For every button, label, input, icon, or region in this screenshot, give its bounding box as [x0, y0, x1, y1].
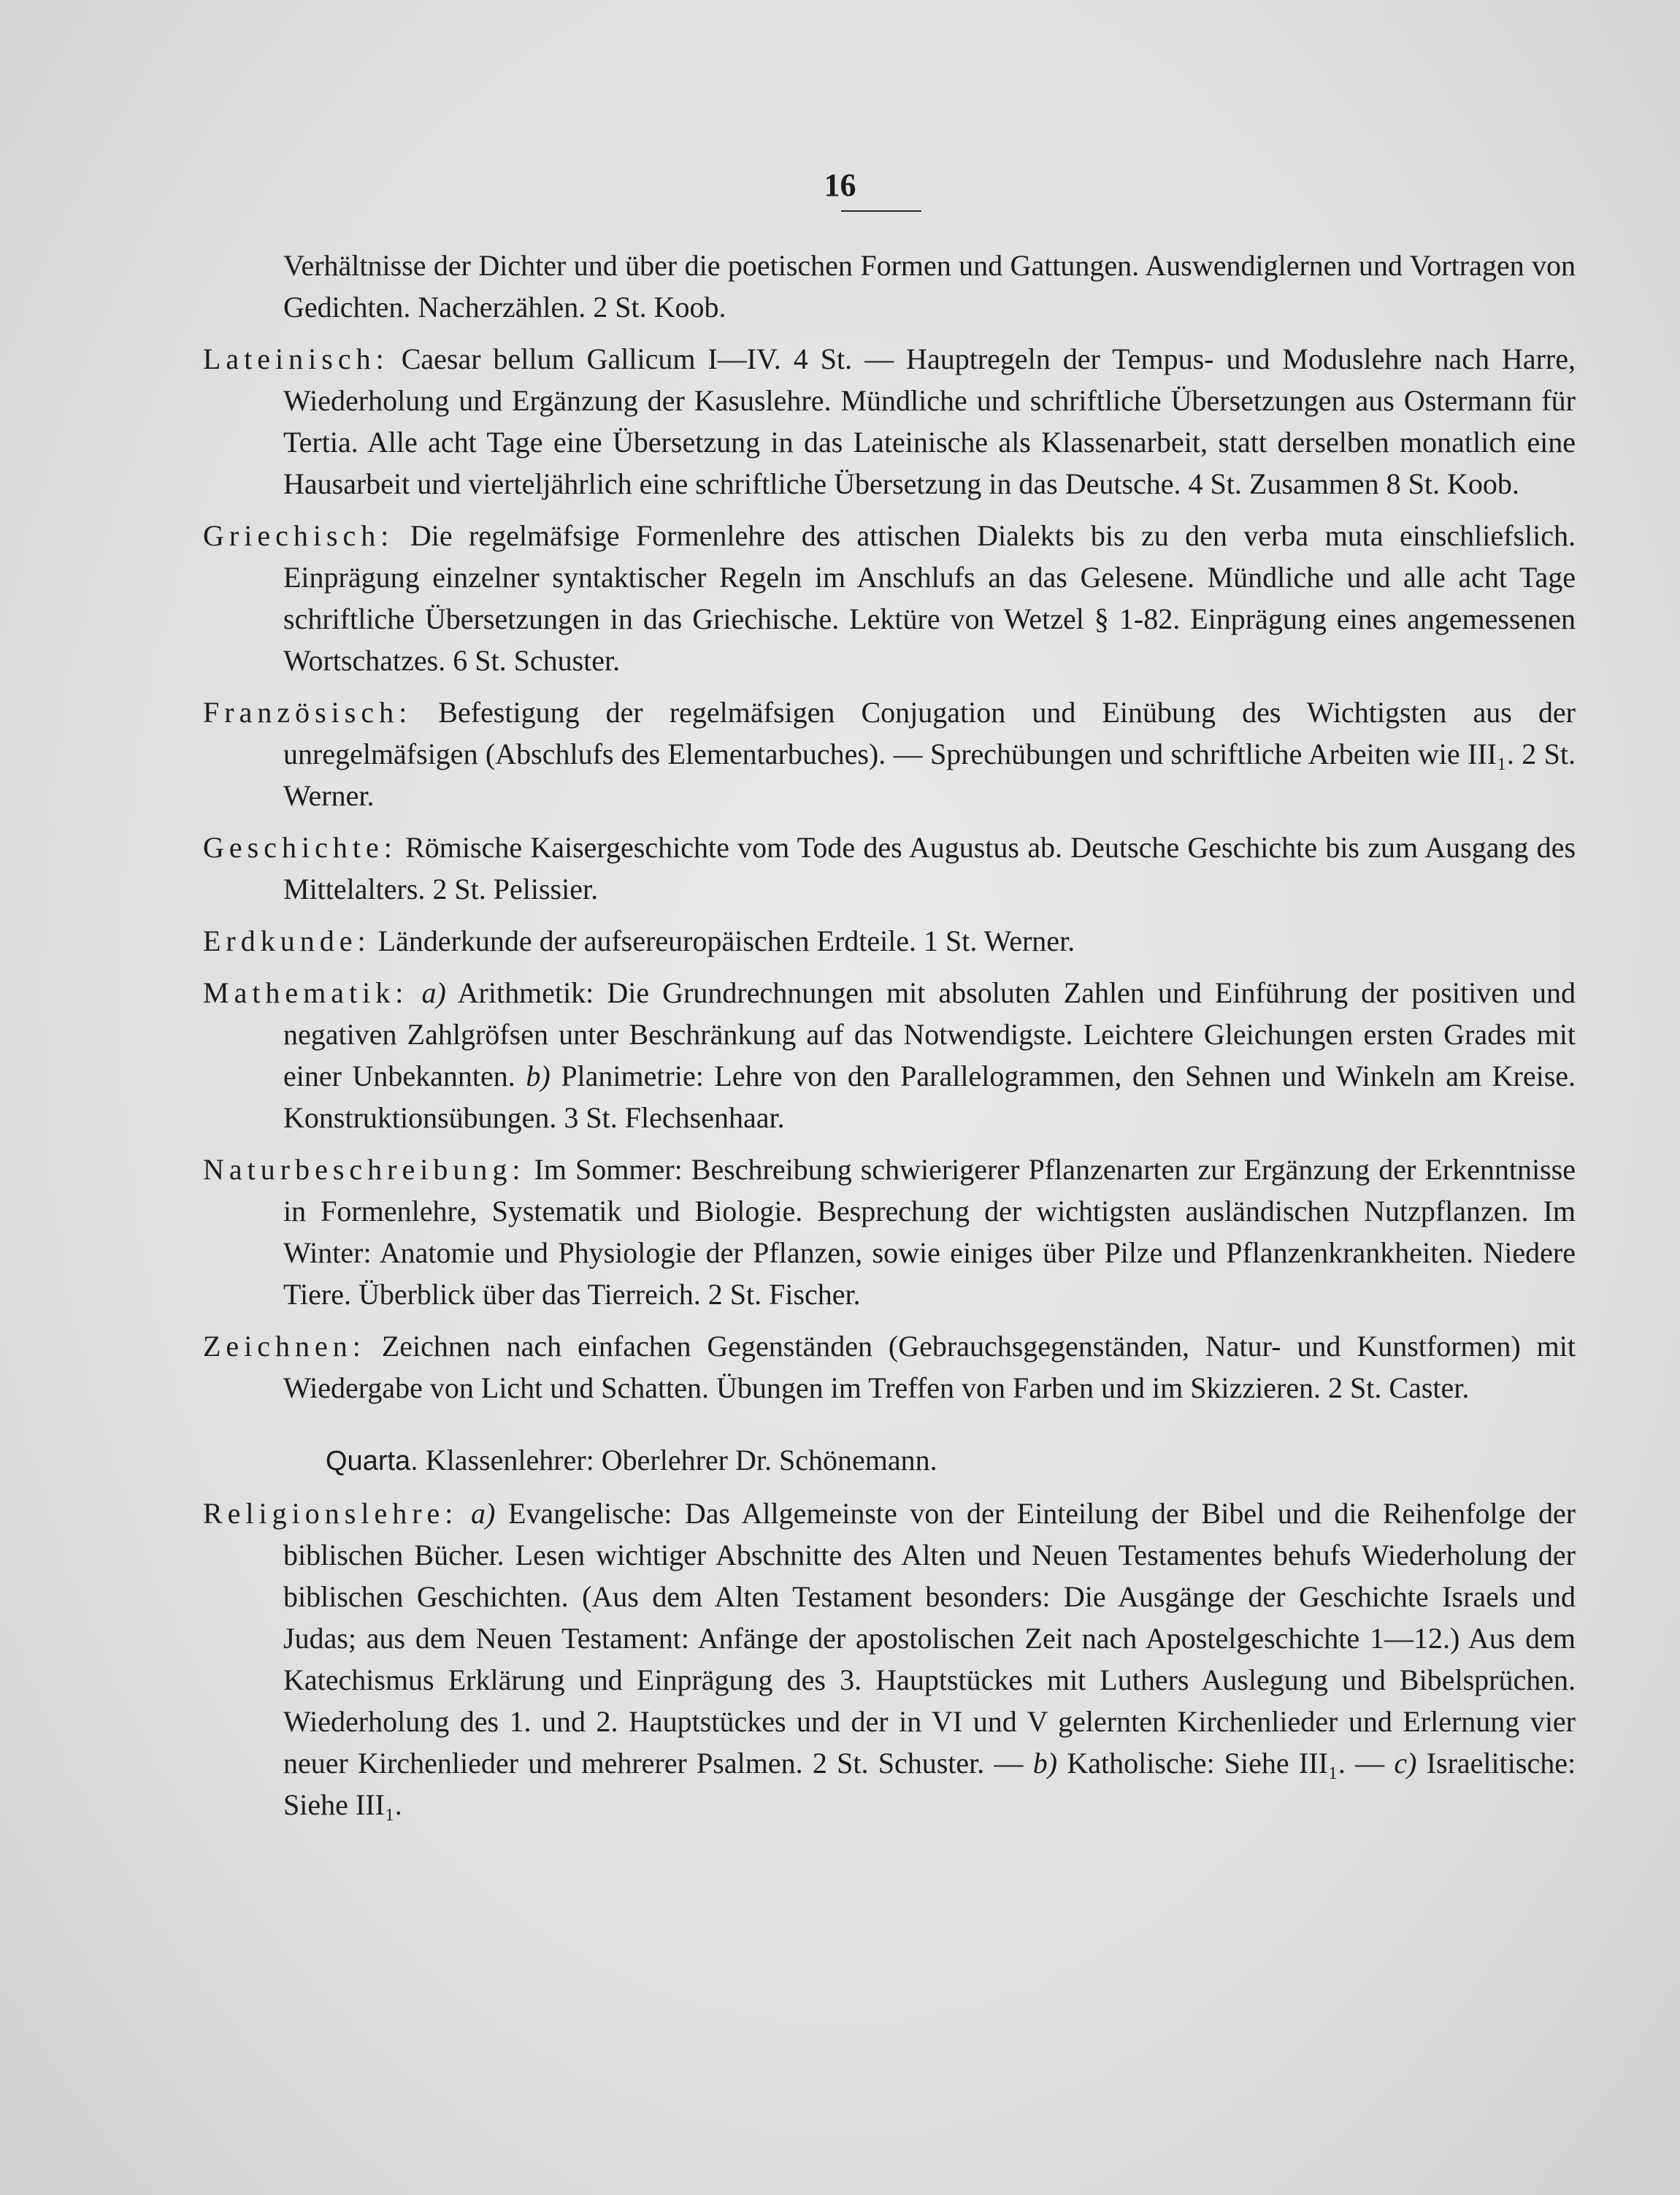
entry-text: Verhältnisse der Dichter und über die poetischen Formen und Gattungen. Auswendiglernen und Vortragen von Gedichten. Nacherzählen. 2 St. Koob. — [283, 249, 1576, 323]
subject-label: Geschichte: — [203, 831, 397, 864]
entry-religionslehre — [203, 1493, 1576, 1836]
item-marker-b: b) — [526, 1060, 551, 1092]
subject-label: Religionslehre: — [203, 1497, 459, 1530]
entry-text: Die regelmäfsige Formenlehre des attischen Dialekts bis zu den verba muta einschliefslich. Einprägung einzelner syntaktischer Regeln im Anschlufs an das Gelesene. Mündliche und alle acht Tage schriftliche Übersetzungen in das Griechische. Lektüre von Wetzel § 1-82. Einprägung eines angemessenen Wortschatzes. 6 St. Schuster. — [283, 519, 1576, 677]
section-title: Quarta. — [326, 1446, 418, 1476]
section-subtitle: Klassenlehrer: Oberlehrer Dr. Schönemann. — [425, 1444, 937, 1476]
entry-text: Caesar bellum Gallicum I—IV. 4 St. — Hauptregeln der Tempus- und Moduslehre nach Harre, Wiederholung und Ergänzung der Kasuslehre. Mündliche und schriftliche Übersetzungen aus Ostermann für Tertia. Alle acht Tage eine Übersetzung in das Lateinische als Klassenarbeit, statt derselben monatlich eine Hausarbeit und vierteljährlich eine schriftliche Übersetzung in das Deutsche. 4 St. Zusammen 8 St. Koob. — [283, 342, 1576, 500]
item-marker-b: b) — [1032, 1747, 1058, 1780]
entry-text: Länderkunde der aufsereuropäischen Erdteile. 1 St. Werner. — [377, 924, 1075, 957]
entry-text: Befestigung der regelmäfsigen Conjugation und Einübung des Wichtigsten aus der unregelmäfsigen (Abschlufs des Elementarbuches). — Sprechübungen und schriftliche Arbeiten wie III₁. 2 St. Werner. — [283, 696, 1576, 812]
subject-label: Naturbeschreibung: — [203, 1153, 526, 1186]
subject-label: Französisch: — [203, 696, 413, 729]
entry-text: Im Sommer: Beschreibung schwierigerer Pflanzenarten zur Ergänzung der Erkenntnisse in Formenlehre, Systematik und Biologie. Besprechung der wichtigsten ausländischen Nutzpflanzen. Im Winter: Anatomie und Physiologie der Pflanzen, sowie einiges über Pilze und Pflanzenkrankheiten. Niedere Tiere. Überblick über das Tierreich. 2 St. Fischer. — [283, 1153, 1576, 1311]
entry-text-planimetrie: Planimetrie: Lehre von den Parallelogrammen, den Sehnen und Winkeln am Kreise. Konstruktionsübungen. 3 St. Flechsenhaar. — [283, 1060, 1576, 1134]
subject-label: Erdkunde: — [203, 924, 371, 957]
entry-zeichnen — [203, 1325, 1576, 1419]
page-number-rule — [841, 210, 921, 212]
entry-mathematik — [203, 972, 1576, 1149]
body-text — [203, 245, 1576, 1836]
subject-label: Zeichnen: — [203, 1330, 366, 1363]
section-heading — [326, 1439, 1576, 1482]
subject-label: Griechisch: — [203, 519, 394, 552]
item-marker-c: c) — [1394, 1747, 1417, 1780]
entry-continuation — [283, 245, 1576, 338]
entry-text-katholisch: Katholische: Siehe III₁. — — [1067, 1747, 1385, 1780]
item-marker-a: a) — [421, 976, 446, 1009]
entry-text-arithmetik: Arithmetik: Die Grundrechnungen mit absoluten Zahlen und Einführung der positiven und negativen Zahlgröfsen unter Beschränkung auf das Notwendigste. Leichtere Gleichungen ersten Grades mit einer Unbekannten. — [283, 976, 1576, 1092]
entry-text: Zeichnen nach einfachen Gegenständen (Gebrauchsgegenständen, Natur- und Kunstformen) mit Wiedergabe von Licht und Schatten. Übungen im Treffen von Farben und im Skizzieren. 2 St. Caster. — [283, 1330, 1576, 1404]
entry-lateinisch — [203, 338, 1576, 515]
subject-label: Lateinisch: — [203, 342, 389, 375]
entry-geschichte — [203, 827, 1576, 920]
entry-text-evangelisch: Evangelische: Das Allgemeinste von der Einteilung der Bibel und die Reihenfolge der biblischen Bücher. Lesen wichtiger Abschnitte des Alten und Neuen Testamentes behufs Wiederholung der biblischen Geschichten. (Aus dem Alten Testament besonders: Die Ausgänge der Geschichte Israels und Judas; aus dem Neuen Testament: Anfänge der apostolischen Zeit nach Apostelgeschichte 1—12.) Aus dem Katechismus Erklärung und Einprägung des 3. Hauptstückes mit Luthers Auslegung und Bibelsprüchen. Wiederholung des 1. und 2. Hauptstückes und der in VI und V gelernten Kirchenlieder und Erlernung vier neuer Kirchenlieder und mehrerer Psalmen. 2 St. Schuster. — — [283, 1497, 1576, 1780]
entry-griechisch — [203, 515, 1576, 692]
entry-erdkunde — [203, 920, 1576, 972]
entry-text: Römische Kaisergeschichte vom Tode des Augustus ab. Deutsche Geschichte bis zum Ausgang des Mittelalters. 2 St. Pelissier. — [283, 831, 1576, 905]
entry-text-israelitisch: Israelitische: Siehe III₁. — [283, 1747, 1576, 1821]
item-marker-a: a) — [471, 1497, 496, 1530]
entry-naturbeschreibung — [203, 1149, 1576, 1325]
page-number: 16 — [824, 167, 856, 203]
subject-label: Mathematik: — [203, 976, 409, 1009]
entry-franzoesisch — [203, 692, 1576, 827]
